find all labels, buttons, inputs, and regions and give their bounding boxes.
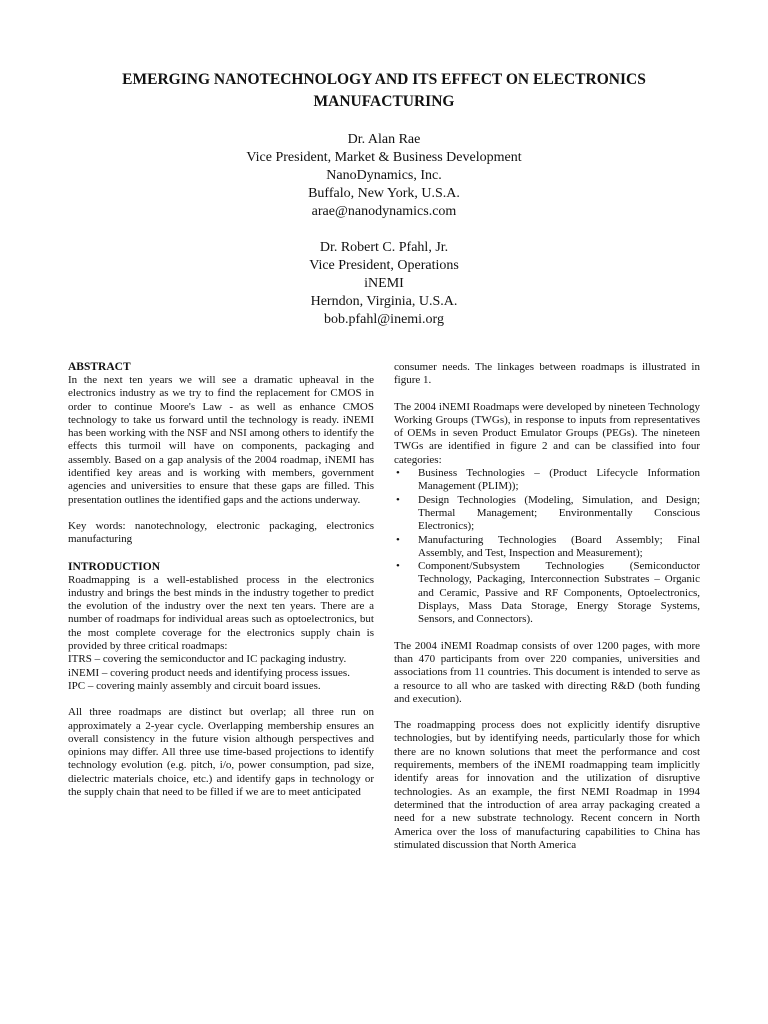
author-role: Vice President, Market & Business Development [246,150,522,165]
right-column [394,361,700,852]
body-paragraph: The roadmapping process does not explicitly identify disruptive technologies, but by identifying needs, particularly those for which there are no known solutions that meet the performance and cost requirements, members of the iNEMI roadmapping team implicitly identify areas for innovation and the utilization of disruptive technologies. As an example, the first NEMI Roadmap in 1994 determined that the introduction of area array packaging created a need for a new substrate technology. Recent concern in North America over the loss of manufacturing capabilities to China has stimulated discussion that North America [394,719,700,851]
author-org: NanoDynamics, Inc. [326,168,442,183]
bullet-icon: • [396,560,400,573]
roadmap-item: iNEMI – covering product needs and identifying process issues. [68,666,350,679]
roadmap-item: IPC – covering mainly assembly and circuit board issues. [68,679,321,692]
twg-category-list [394,467,700,627]
body-paragraph: The 2004 iNEMI Roadmaps were developed by nineteen Technology Working Groups (TWGs), in response to inputs from representatives of OEMs in seven Product Emulator Groups (PEGs). The nineteen TWGs are identified in figure 2 and can be classified into four categories: [394,400,700,466]
bullet-icon: • [396,533,400,546]
body-paragraph: The 2004 iNEMI Roadmap consists of over 1200 pages, with more than 470 participants from over 220 companies, universities and associations from 11 countries. This document is intended to serve as a resource to all who are tasked with directing R&D (both funding and execution). [394,639,700,705]
author-list [100,131,668,347]
list-item [394,494,700,534]
introduction-paragraph: All three roadmaps are distinct but overlap; all three run on approximately a 2-year cycle. Overlapping membership ensures an overall consistency in the future vision although perspectives and opinions may differ. All three use time-based projections to identify technology evolution (e.g. pitch, i/o, power consumption, pad size, dielectric materials choice, etc.) and identify gaps in technology or the supply chain that need to be filled if we are to meet anticipated [68,706,374,799]
bullet-icon: • [396,467,400,480]
roadmap-item: ITRS – covering the semiconductor and IC packaging industry. [68,653,347,666]
list-item-text: Component/Subsystem Technologies (Semiconductor Technology, Packaging, Interconnection Substrates – Organic and Ceramic, Passive and RF Components, Optoelectronics, Displays, Mass Data Storage, Energy Storage Systems, Sensors, and Connectors). [418,560,700,626]
author-email[interactable]: bob.pfahl@inemi.org [324,312,444,327]
paper-title [60,69,708,113]
author-name: Dr. Robert C. Pfahl, Jr. [319,240,449,255]
author-location: Buffalo, New York, U.S.A. [308,186,460,201]
keywords: Key words: nanotechnology, electronic packaging, electronics manufacturing [68,519,374,546]
author-location: Herndon, Virginia, U.S.A. [310,294,458,309]
list-item-text: Manufacturing Technologies (Board Assembly; Final Assembly, and Test, Inspection and Measurement); [418,533,700,559]
title-line-2: MANUFACTURING [313,93,455,110]
left-column [68,360,374,799]
bullet-icon: • [396,493,400,506]
introduction-paragraph: Roadmapping is a well-established process in the electronics industry and brings the best minds in the industry together to predict the evolution of the industry over the next ten years. There are a number of roadmaps for individual areas such as optoelectronics, but the most complete coverage for the electronics supply chain is provided by three critical roadmaps: [68,573,374,653]
author-org: iNEMI [364,276,404,291]
author-role: Vice President, Operations [309,258,459,273]
title-line-1: EMERGING NANOTECHNOLOGY AND ITS EFFECT ON ELECTRONICS [122,71,646,88]
author-email[interactable]: arae@nanodynamics.com [311,204,457,219]
body-paragraph: consumer needs. The linkages between roadmaps is illustrated in figure 1. [394,361,700,387]
abstract-text: In the next ten years we will see a dramatic upheaval in the electronics industry as we try to find the replacement for CMOS in order to continue Moore's Law - as well as enhance CMOS technology to take us forward until the technology is ready. iNEMI has been working with the NSF and NSI among others to identify the effects this turmoil will have on components, packaging and assembly. Based on a gap analysis of the 2004 roadmap, iNEMI has identified key areas and is working with members, government agencies and universities to ensure that these gaps are filled. This presentation outlines the identified gaps and the actions underway. [68,374,374,506]
list-item [394,534,700,561]
author-block [100,239,668,329]
list-item [394,560,700,626]
author-block [100,131,668,221]
list-item-text: Design Technologies (Modeling, Simulation, and Design; Thermal Management; Environmentally Conscious Electronics); [418,493,700,533]
author-name: Dr. Alan Rae [347,132,421,147]
abstract-heading: ABSTRACT [68,361,131,373]
list-item [394,467,700,494]
list-item-text: Business Technologies – (Product Lifecycle Information Management (PLIM)); [418,467,700,493]
introduction-heading: INTRODUCTION [68,560,161,573]
